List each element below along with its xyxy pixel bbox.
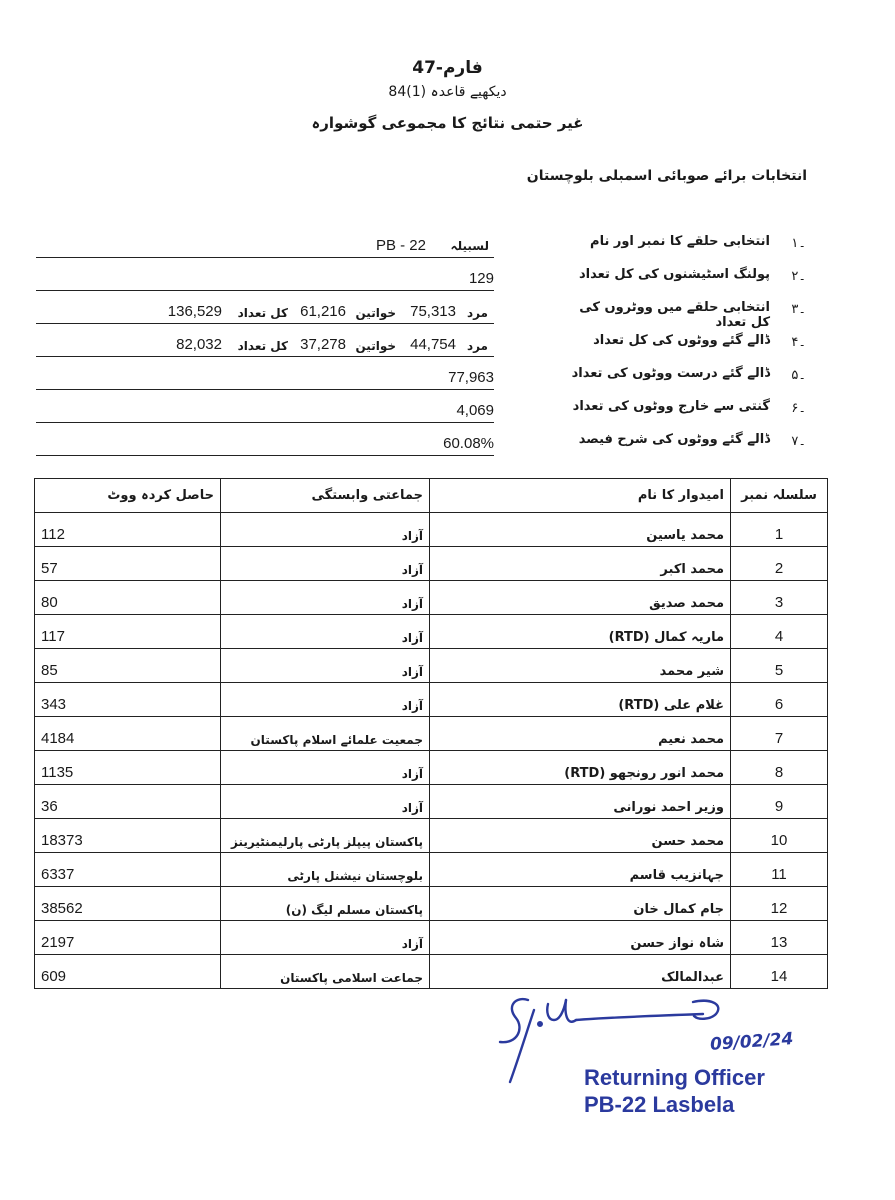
candidate-cell: عبدالمالک <box>430 955 731 989</box>
female-label: خواتین <box>355 339 396 353</box>
row-label: انتخابی حلقے کا نمبر اور نام <box>590 234 770 249</box>
party-cell: آزاد <box>221 547 430 581</box>
candidate-cell: محمد انور رونجھو (RTD) <box>430 751 731 785</box>
table-row <box>35 751 828 785</box>
party-cell: پاکستان پیپلز پارٹی پارلیمنٹیرینز <box>221 819 430 853</box>
votes-cell: 36 <box>35 785 221 819</box>
serial-cell: 4 <box>731 615 828 649</box>
row-value-line <box>36 364 494 390</box>
party-cell: پاکستان مسلم لیگ (ن) <box>221 887 430 921</box>
party-cell: آزاد <box>221 581 430 615</box>
election-title: انتخابات برائے صوبائی اسمبلی بلوچستان <box>526 168 807 184</box>
header-candidate-name: امیدوار کا نام <box>430 479 731 513</box>
serial-cell: 5 <box>731 649 828 683</box>
row-value: 77,963 <box>448 369 494 386</box>
summary-row-votes-cast <box>36 331 806 361</box>
votes-cell: 57 <box>35 547 221 581</box>
row-number: ۴۔ <box>791 335 806 350</box>
results-table <box>34 478 828 989</box>
row-label: انتخابی حلقے میں ووٹروں کی کل تعداد <box>579 300 770 330</box>
candidate-cell: شاہ نواز حسن <box>430 921 731 955</box>
table-row <box>35 649 828 683</box>
row-label: ڈالے گئے درست ووٹوں کی تعداد <box>571 366 770 381</box>
table-row <box>35 887 828 921</box>
table-row <box>35 819 828 853</box>
male-count: 75,313 <box>410 303 456 320</box>
table-header-row <box>35 479 828 513</box>
party-cell: آزاد <box>221 683 430 717</box>
votes-cell: 4184 <box>35 717 221 751</box>
candidate-cell: شیر محمد <box>430 649 731 683</box>
votes-cell: 117 <box>35 615 221 649</box>
table-row <box>35 955 828 989</box>
votes-cell: 18373 <box>35 819 221 853</box>
serial-cell: 1 <box>731 513 828 547</box>
row-value-line <box>36 331 494 357</box>
row-label: ڈالے گئے ووٹوں کی شرح فیصد <box>578 432 770 447</box>
total-count: 82,032 <box>176 336 222 353</box>
total-label: کل تعداد <box>237 306 288 320</box>
party-cell: آزاد <box>221 785 430 819</box>
candidate-cell: محمد نعیم <box>430 717 731 751</box>
summary-row-rejected-votes <box>36 397 806 427</box>
party-cell: آزاد <box>221 751 430 785</box>
candidate-cell: وزیر احمد نورانی <box>430 785 731 819</box>
header-votes: حاصل کردہ ووٹ <box>35 479 221 513</box>
candidate-cell: غلام علی (RTD) <box>430 683 731 717</box>
total-label: کل تعداد <box>237 339 288 353</box>
candidate-cell: ماریہ کمال (RTD) <box>430 615 731 649</box>
votes-cell: 343 <box>35 683 221 717</box>
party-cell: بلوچستان نیشنل پارٹی <box>221 853 430 887</box>
party-cell: جمعیت علمائے اسلام پاکستان <box>221 717 430 751</box>
returning-officer-title: Returning Officer <box>584 1065 765 1090</box>
rule-reference: دیکھیے قاعدہ (1)84 <box>388 84 507 100</box>
votes-cell: 38562 <box>35 887 221 921</box>
returning-officer-constituency: PB-22 Lasbela <box>584 1092 735 1117</box>
row-number: ۵۔ <box>791 368 806 383</box>
serial-cell: 13 <box>731 921 828 955</box>
votes-cell: 6337 <box>35 853 221 887</box>
row-number: ۲۔ <box>791 269 806 284</box>
table-row <box>35 615 828 649</box>
row-number: ۷۔ <box>791 434 806 449</box>
serial-cell: 3 <box>731 581 828 615</box>
constituency-name: لسبیلہ <box>450 239 489 253</box>
candidate-cell: جہانزیب قاسم <box>430 853 731 887</box>
table-row <box>35 513 828 547</box>
row-value-line <box>36 265 494 291</box>
row-value-line <box>36 397 494 423</box>
male-label: مرد <box>466 306 488 320</box>
row-number: ۱۔ <box>791 236 806 251</box>
table-row <box>35 921 828 955</box>
serial-cell: 11 <box>731 853 828 887</box>
serial-cell: 7 <box>731 717 828 751</box>
table-row <box>35 683 828 717</box>
header-party: جماعتی وابستگی <box>221 479 430 513</box>
candidate-cell: جام کمال خان <box>430 887 731 921</box>
party-cell: آزاد <box>221 513 430 547</box>
summary-row-constituency <box>36 232 806 262</box>
form-number: فارم-47 <box>412 58 483 78</box>
serial-cell: 9 <box>731 785 828 819</box>
party-cell: جماعت اسلامی پاکستان <box>221 955 430 989</box>
row-value-line <box>36 430 494 456</box>
table-row <box>35 717 828 751</box>
votes-cell: 1135 <box>35 751 221 785</box>
serial-cell: 10 <box>731 819 828 853</box>
constituency-number: PB - 22 <box>375 237 426 254</box>
votes-cell: 85 <box>35 649 221 683</box>
row-label: گنتی سے خارج ووٹوں کی تعداد <box>572 399 770 414</box>
candidate-cell: محمد حسن <box>430 819 731 853</box>
total-count: 136,529 <box>167 303 222 320</box>
male-count: 44,754 <box>410 336 456 353</box>
table-row <box>35 581 828 615</box>
candidate-cell: محمد صدیق <box>430 581 731 615</box>
table-row <box>35 853 828 887</box>
document-title: غیر حتمی نتائج کا مجموعی گوشوارہ <box>311 114 584 132</box>
summary-row-polling-stations <box>36 265 806 295</box>
row-label: پولنگ اسٹیشنوں کی کل تعداد <box>578 267 770 282</box>
row-value-line <box>36 298 494 324</box>
female-count: 61,216 <box>300 303 346 320</box>
row-value: 129 <box>468 270 494 287</box>
female-count: 37,278 <box>300 336 346 353</box>
votes-cell: 2197 <box>35 921 221 955</box>
party-cell: آزاد <box>221 649 430 683</box>
serial-cell: 14 <box>731 955 828 989</box>
summary-row-registered-voters <box>36 298 806 328</box>
votes-cell: 112 <box>35 513 221 547</box>
candidate-cell: محمد یاسین <box>430 513 731 547</box>
header-serial: سلسلہ نمبر <box>731 479 828 513</box>
summary-row-turnout <box>36 430 806 460</box>
party-cell: آزاد <box>221 921 430 955</box>
male-label: مرد <box>466 339 488 353</box>
serial-cell: 6 <box>731 683 828 717</box>
summary-row-valid-votes <box>36 364 806 394</box>
row-label: ڈالے گئے ووٹوں کی کل تعداد <box>593 333 770 348</box>
row-value: 4,069 <box>456 402 494 419</box>
serial-cell: 8 <box>731 751 828 785</box>
signature-date: 09/02/24 <box>709 1029 794 1055</box>
serial-cell: 2 <box>731 547 828 581</box>
party-cell: آزاد <box>221 615 430 649</box>
table-row <box>35 785 828 819</box>
row-value-line <box>36 232 494 258</box>
votes-cell: 80 <box>35 581 221 615</box>
row-value: 60.08% <box>443 435 494 452</box>
row-number: ۳۔ <box>791 302 806 317</box>
row-number: ۶۔ <box>791 401 806 416</box>
female-label: خواتین <box>355 306 396 320</box>
candidate-cell: محمد اکبر <box>430 547 731 581</box>
table-row <box>35 547 828 581</box>
votes-cell: 609 <box>35 955 221 989</box>
signature-block <box>488 990 848 1130</box>
serial-cell: 12 <box>731 887 828 921</box>
